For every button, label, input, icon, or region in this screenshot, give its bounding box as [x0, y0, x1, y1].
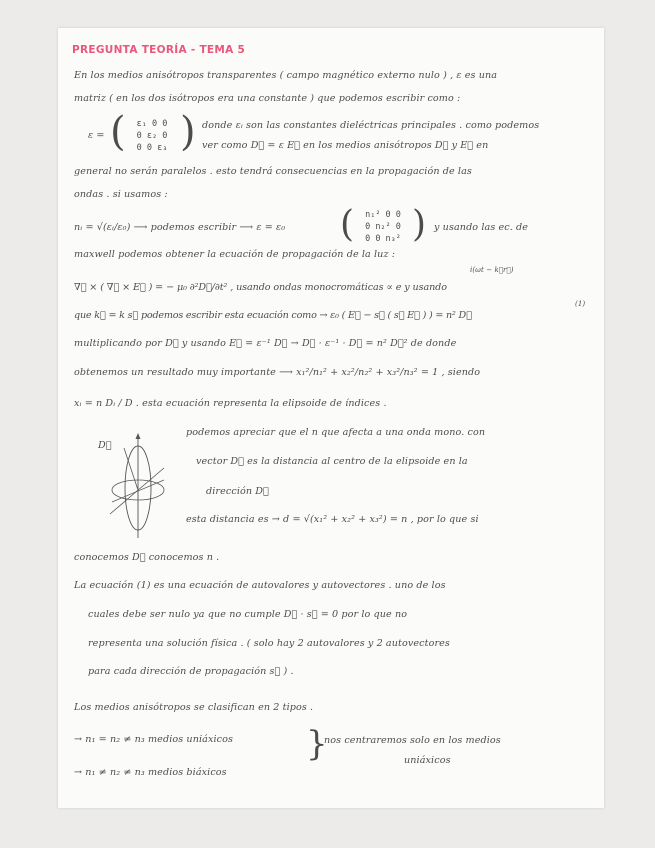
text-line: para cada dirección de propagación s⃗ ) . [88, 666, 294, 677]
text-line: conocemos D⃗ conocemos n . [74, 552, 220, 563]
text-line: xᵢ = n Dᵢ / D . esta ecuación representa la elipsoide de índices . [74, 398, 387, 409]
text-line: general no serán paralelos . esto tendrá consecuencias en la propagación de las [74, 166, 472, 177]
text-line: ver como D⃗ = ε E⃗ en los medios anisótropos D⃗ y E⃗ en [202, 140, 489, 151]
text-line: uniáxicos [404, 755, 451, 766]
text-line: matriz ( en los dos isótropos era una constante ) que podemos escribir como : [74, 93, 461, 104]
dielectric-matrix [124, 118, 180, 154]
matrix-paren-left: ( [340, 204, 355, 245]
matrix-row: 0 n₂² 0 [365, 222, 401, 232]
exponent-note: i(ωt − k⃗r⃗) [470, 266, 514, 274]
text-line: Los medios anisótropos se clasifican en 2 tipos . [74, 702, 314, 713]
text-line: podemos apreciar que el n que afecta a una onda mono. con [186, 427, 486, 438]
biaxial-type: → n₁ ≠ n₂ ≠ n₃ medios biáxicos [74, 767, 227, 778]
text-line: nos centraremos solo en los medios [324, 735, 501, 746]
matrix-row: 0 0 ε₃ [136, 143, 168, 153]
text-line: ondas . si usamos : [74, 189, 168, 200]
text-line: multiplicando por D⃗ y usando E⃗ = ε⁻¹ D⃗ → D⃗ · ε⁻¹ · D⃗ = n² D⃗² de donde [74, 338, 457, 349]
text-line: dirección D⃗ [206, 486, 269, 497]
text-line: ∇⃗ × ( ∇⃗ × E⃗ ) = − μ₀ ∂²D⃗/∂t² , usando ondas monocromáticas ∝ e y usando [74, 282, 447, 293]
matrix-paren-right: ) [412, 204, 427, 245]
text-line: esta distancia es → d = √(x₁² + x₂² + x₃²) = n , por lo que si [186, 514, 479, 525]
text-line: que k⃗ = k s⃗ podemos escribir esta ecuación como → ε₀ ( E⃗ − s⃗ ( s⃗ E⃗ ) ) = n² D⃗ [74, 310, 472, 321]
text-line: obtenemos un resultado muy importante ⟶ x₁²/n₁² + x₂²/n₂² + x₃²/n₃² = 1 , siendo [74, 367, 481, 378]
index-matrix [352, 209, 414, 245]
text-line: cuales debe ser nulo ya que no cumple D⃗ · s⃗ = 0 por lo que no [88, 609, 408, 620]
text-line: La ecuación (1) es una ecuación de autovalores y autovectores . uno de los [74, 580, 446, 591]
grouping-brace: } [306, 724, 328, 764]
axis-arrowhead [136, 433, 141, 439]
text-line: y usando las ec. de [434, 222, 529, 233]
matrix-row: 0 0 n₃² [365, 234, 401, 244]
matrix-row: ε₁ 0 0 [136, 119, 168, 129]
text-line: nᵢ = √(εᵢ/ε₀) ⟶ podemos escribir ⟶ ε = ε₀ [74, 222, 286, 233]
matrix-row: 0 ε₂ 0 [136, 131, 168, 141]
text-line: donde εᵢ son las constantes dieléctricas principales . como podemos [202, 120, 540, 131]
equation-number: (1) [575, 300, 586, 308]
text-line: maxwell podemos obtener la ecuación de propagación de la luz : [74, 249, 396, 260]
text-line: vector D⃗ es la distancia al centro de la elipsoide en la [196, 456, 468, 467]
text-line: En los medios anisótropos transparentes ( campo magnético externo nulo ) , ε es una [74, 70, 498, 81]
matrix-label: ε = [88, 130, 105, 141]
matrix-paren-left: ( [110, 109, 126, 155]
matrix-paren-right: ) [180, 109, 196, 155]
text-line: representa una solución física . ( solo hay 2 autovalores y 2 autovectores [88, 638, 450, 649]
page-title: PREGUNTA TEORÍA - TEMA 5 [72, 44, 246, 56]
vector-label: D⃗ [98, 440, 112, 451]
matrix-row: n₁² 0 0 [365, 210, 401, 220]
oblique-axis [110, 468, 164, 514]
uniaxial-type: → n₁ = n₂ ≠ n₃ medios uniáxicos [74, 734, 234, 745]
